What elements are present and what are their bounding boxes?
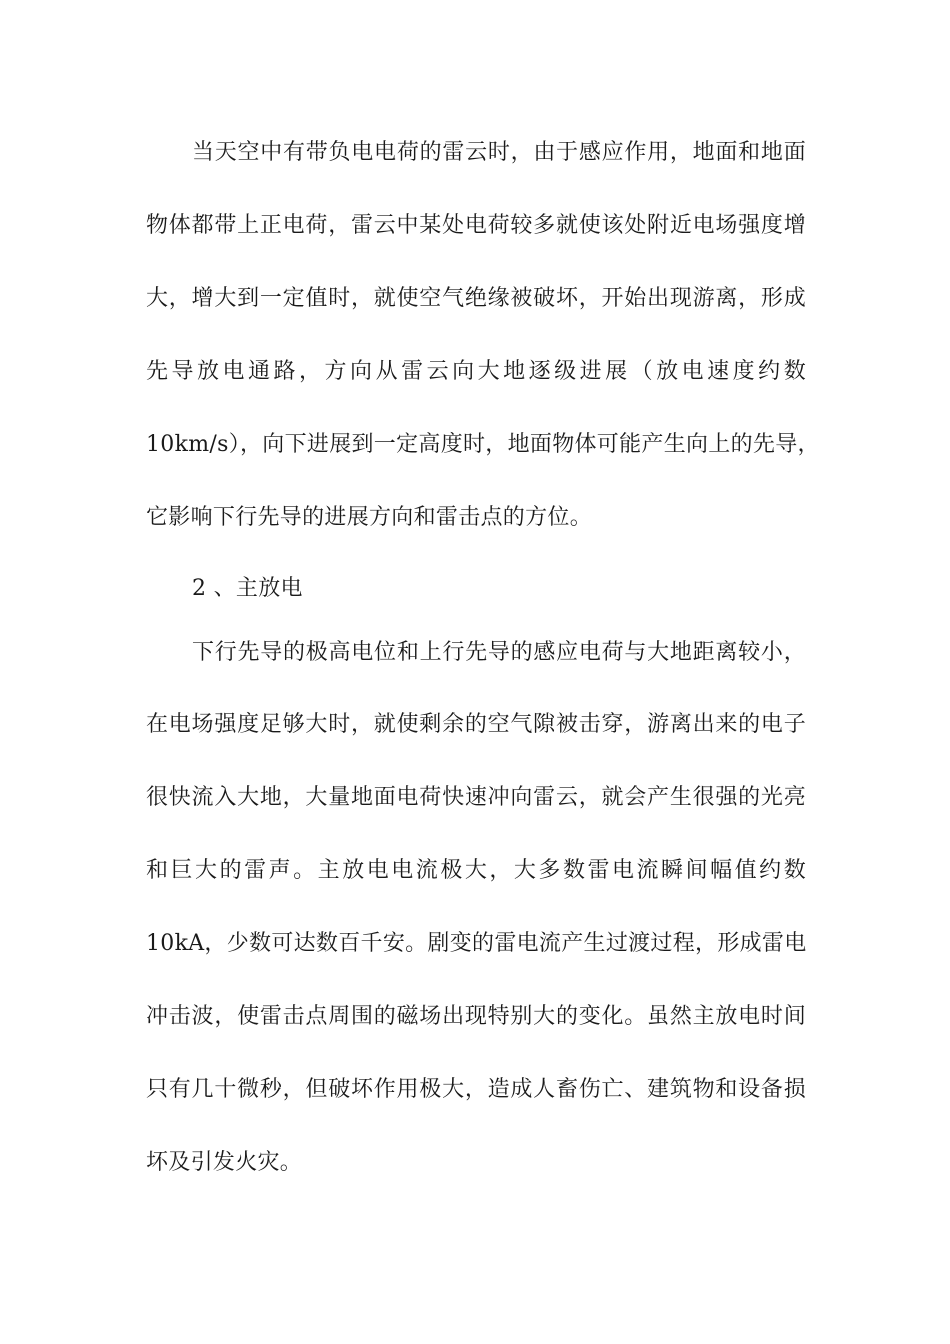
paragraph-line: 当天空中有带负电电荷的雷云时，由于感应作用，地面和地面	[192, 140, 806, 165]
paragraph-line: 在电场强度足够大时，就使剩余的空气隙被击穿，游离出来的电子	[146, 712, 806, 737]
paragraph-line: 坏及引发火灾。	[146, 1150, 303, 1175]
paragraph-line: 10km/s），向下进展到一定高度时，地面物体可能产生向上的先导，	[146, 432, 820, 457]
paragraph-line: 先导放电通路，方向从雷云向大地逐级进展（放电速度约数	[146, 359, 806, 384]
paragraph-line: 大，增大到一定值时，就使空气绝缘被破坏，开始出现游离，形成	[146, 286, 806, 311]
paragraph-line: 和巨大的雷声。主放电电流极大，大多数雷电流瞬间幅值约数	[146, 858, 806, 883]
paragraph-line: 下行先导的极高电位和上行先导的感应电荷与大地距离较小，	[192, 640, 806, 665]
section-heading: 2 、主放电	[192, 576, 303, 601]
paragraph-line: 只有几十微秒，但破坏作用极大，造成人畜伤亡、建筑物和设备损	[146, 1077, 806, 1102]
paragraph-line: 10kA，少数可达数百千安。剧变的雷电流产生过渡过程，形成雷电	[146, 931, 807, 956]
paragraph-line: 它影响下行先导的进展方向和雷击点的方位。	[146, 505, 593, 530]
paragraph-line: 冲击波，使雷击点周围的磁场出现特别大的变化。虽然主放电时间	[146, 1004, 806, 1029]
paragraph-line: 物体都带上正电荷，雷云中某处电荷较多就使该处附近电场强度增	[146, 213, 806, 238]
paragraph-line: 很快流入大地，大量地面电荷快速冲向雷云，就会产生很强的光亮	[146, 785, 806, 810]
